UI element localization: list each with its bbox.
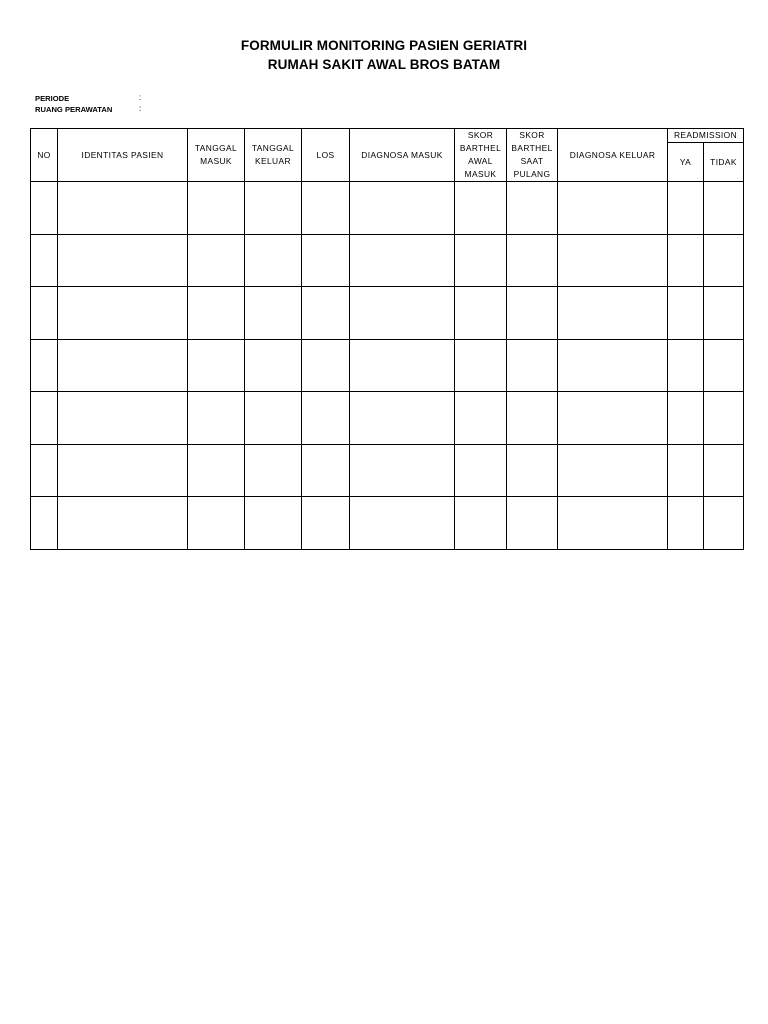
- cell-ya[interactable]: [668, 234, 704, 287]
- cell-tanggal-keluar[interactable]: [245, 287, 302, 340]
- cell-tidak[interactable]: [704, 287, 744, 340]
- cell-identitas-pasien[interactable]: [58, 392, 188, 445]
- header-skor-barthel-awal-line3: AWAL: [468, 156, 493, 166]
- cell-tanggal-masuk[interactable]: [188, 339, 245, 392]
- cell-diagnosa-masuk[interactable]: [350, 392, 455, 445]
- header-skor-barthel-pulang-line3: SAAT: [520, 156, 544, 166]
- cell-diagnosa-keluar[interactable]: [558, 497, 668, 550]
- header-tanggal-masuk: [188, 129, 245, 182]
- cell-ya[interactable]: [668, 444, 704, 497]
- cell-skor-barthel-pulang[interactable]: [507, 444, 558, 497]
- ruang-perawatan-label: RUANG PERAWATAN: [35, 105, 113, 114]
- cell-ya[interactable]: [668, 392, 704, 445]
- cell-tanggal-keluar[interactable]: [245, 444, 302, 497]
- cell-diagnosa-masuk[interactable]: [350, 287, 455, 340]
- header-los: LOS: [302, 129, 350, 182]
- cell-diagnosa-keluar[interactable]: [558, 287, 668, 340]
- table-header-row: [31, 129, 744, 143]
- periode-label: PERIODE: [35, 94, 70, 103]
- cell-skor-barthel-pulang[interactable]: [507, 287, 558, 340]
- cell-diagnosa-keluar[interactable]: [558, 234, 668, 287]
- cell-tidak[interactable]: [704, 392, 744, 445]
- cell-ya[interactable]: [668, 339, 704, 392]
- cell-no[interactable]: [31, 497, 58, 550]
- cell-diagnosa-keluar[interactable]: [558, 392, 668, 445]
- cell-diagnosa-masuk[interactable]: [350, 339, 455, 392]
- header-skor-barthel-pulang-line4: PULANG: [513, 169, 551, 179]
- cell-skor-barthel-awal[interactable]: [455, 392, 507, 445]
- cell-tanggal-masuk[interactable]: [188, 287, 245, 340]
- cell-ya[interactable]: [668, 287, 704, 340]
- header-diagnosa-masuk: DIAGNOSA MASUK: [350, 129, 455, 182]
- cell-skor-barthel-awal[interactable]: [455, 339, 507, 392]
- cell-tanggal-keluar[interactable]: [245, 234, 302, 287]
- monitoring-table: [30, 128, 744, 550]
- table-row: [31, 497, 744, 550]
- header-skor-barthel-awal-line2: BARTHEL: [459, 143, 502, 153]
- cell-ya[interactable]: [668, 182, 704, 235]
- cell-skor-barthel-awal[interactable]: [455, 234, 507, 287]
- cell-los[interactable]: [302, 497, 350, 550]
- cell-identitas-pasien[interactable]: [58, 497, 188, 550]
- cell-tanggal-masuk[interactable]: [188, 497, 245, 550]
- table-row: [31, 444, 744, 497]
- header-tanggal-keluar-line2: KELUAR: [255, 156, 291, 166]
- cell-identitas-pasien[interactable]: [58, 287, 188, 340]
- cell-ya[interactable]: [668, 497, 704, 550]
- table-row: [31, 182, 744, 235]
- header-readmission: READMISSION: [668, 129, 744, 143]
- cell-skor-barthel-pulang[interactable]: [507, 182, 558, 235]
- cell-tidak[interactable]: [704, 234, 744, 287]
- cell-tanggal-masuk[interactable]: [188, 444, 245, 497]
- cell-los[interactable]: [302, 182, 350, 235]
- cell-skor-barthel-awal[interactable]: [455, 444, 507, 497]
- header-tanggal-masuk-line2: MASUK: [200, 156, 232, 166]
- header-identitas-pasien: IDENTITAS PASIEN: [58, 129, 188, 182]
- cell-tanggal-masuk[interactable]: [188, 182, 245, 235]
- hospital-name: RUMAH SAKIT AWAL BROS BATAM: [267, 57, 501, 72]
- cell-los[interactable]: [302, 392, 350, 445]
- cell-skor-barthel-pulang[interactable]: [507, 392, 558, 445]
- header-no: NO: [31, 129, 58, 182]
- cell-diagnosa-keluar[interactable]: [558, 339, 668, 392]
- table-row: [31, 287, 744, 340]
- cell-identitas-pasien[interactable]: [58, 339, 188, 392]
- cell-los[interactable]: [302, 287, 350, 340]
- header-diagnosa-keluar: DIAGNOSA KELUAR: [558, 129, 668, 182]
- cell-diagnosa-masuk[interactable]: [350, 234, 455, 287]
- header-tanggal-masuk-line1: TANGGAL: [194, 143, 238, 153]
- cell-identitas-pasien[interactable]: [58, 182, 188, 235]
- cell-tanggal-masuk[interactable]: [188, 392, 245, 445]
- cell-no[interactable]: [31, 392, 58, 445]
- header-skor-barthel-awal-line1: SKOR: [467, 130, 494, 140]
- header-tanggal-keluar-line1: TANGGAL: [251, 143, 295, 153]
- ruang-perawatan-separator: :: [139, 104, 142, 113]
- cell-tanggal-keluar[interactable]: [245, 339, 302, 392]
- cell-identitas-pasien[interactable]: [58, 444, 188, 497]
- header-skor-barthel-awal-line4: MASUK: [464, 169, 497, 179]
- cell-identitas-pasien[interactable]: [58, 234, 188, 287]
- header-skor-barthel-awal-masuk: [455, 129, 507, 182]
- cell-tidak[interactable]: [704, 339, 744, 392]
- cell-no[interactable]: [31, 287, 58, 340]
- cell-los[interactable]: [302, 339, 350, 392]
- cell-tidak[interactable]: [704, 182, 744, 235]
- cell-tanggal-masuk[interactable]: [188, 234, 245, 287]
- form-title: FORMULIR MONITORING PASIEN GERIATRI: [240, 38, 528, 53]
- cell-skor-barthel-pulang[interactable]: [507, 497, 558, 550]
- table-row: [31, 234, 744, 287]
- cell-tidak[interactable]: [704, 444, 744, 497]
- cell-diagnosa-keluar[interactable]: [558, 182, 668, 235]
- table-body: [31, 182, 744, 550]
- cell-skor-barthel-awal[interactable]: [455, 287, 507, 340]
- cell-diagnosa-masuk[interactable]: [350, 497, 455, 550]
- cell-no[interactable]: [31, 339, 58, 392]
- cell-skor-barthel-pulang[interactable]: [507, 339, 558, 392]
- cell-skor-barthel-awal[interactable]: [455, 497, 507, 550]
- periode-separator: :: [139, 93, 142, 102]
- header-skor-barthel-saat-pulang: [507, 129, 558, 182]
- cell-no[interactable]: [31, 182, 58, 235]
- cell-tidak[interactable]: [704, 497, 744, 550]
- header-skor-barthel-pulang-line2: BARTHEL: [511, 143, 553, 153]
- cell-tanggal-keluar[interactable]: [245, 497, 302, 550]
- table-row: [31, 392, 744, 445]
- cell-diagnosa-masuk[interactable]: [350, 182, 455, 235]
- header-skor-barthel-pulang-line1: SKOR: [519, 130, 545, 140]
- header-ya: YA: [668, 143, 704, 182]
- cell-tanggal-keluar[interactable]: [245, 392, 302, 445]
- cell-tanggal-keluar[interactable]: [245, 182, 302, 235]
- cell-diagnosa-keluar[interactable]: [558, 444, 668, 497]
- cell-los[interactable]: [302, 444, 350, 497]
- cell-los[interactable]: [302, 234, 350, 287]
- header-tidak: TIDAK: [704, 143, 744, 182]
- cell-no[interactable]: [31, 234, 58, 287]
- cell-skor-barthel-awal[interactable]: [455, 182, 507, 235]
- header-tanggal-keluar: [245, 129, 302, 182]
- cell-no[interactable]: [31, 444, 58, 497]
- cell-skor-barthel-pulang[interactable]: [507, 234, 558, 287]
- cell-diagnosa-masuk[interactable]: [350, 444, 455, 497]
- table-row: [31, 339, 744, 392]
